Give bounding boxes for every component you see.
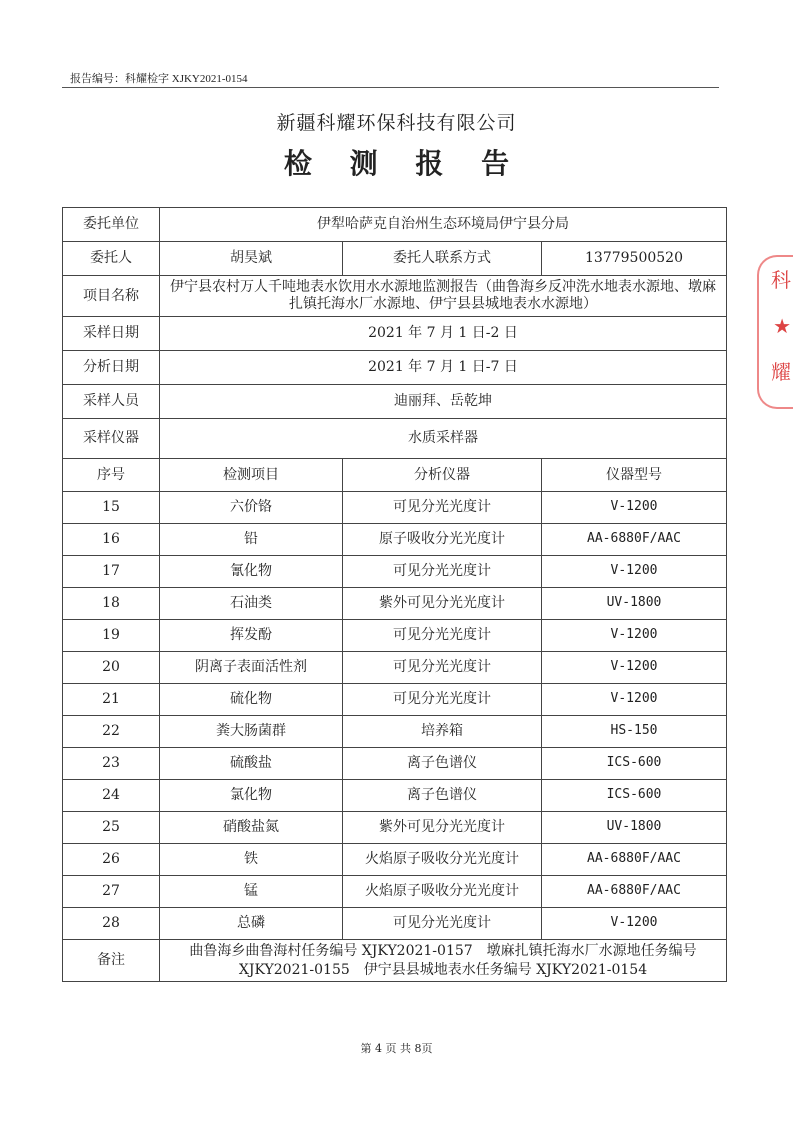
table-row (63, 556, 727, 588)
client-label: 委托单位 (63, 208, 160, 242)
table-row (63, 588, 727, 620)
col-header-item: 检测项目 (160, 459, 343, 492)
cell-no: 17 (63, 556, 160, 588)
sampler-value: 迪丽拜、岳乾坤 (160, 385, 727, 419)
cell-instrument: 离子色谱仪 (343, 748, 542, 780)
company-name: 新疆科耀环保科技有限公司 (276, 112, 517, 134)
sampling-date-label: 采样日期 (63, 317, 160, 351)
cell-no: 20 (63, 652, 160, 684)
table-row (63, 716, 727, 748)
cell-no: 26 (63, 844, 160, 876)
cell-no: 21 (63, 684, 160, 716)
cell-no: 15 (63, 492, 160, 524)
row-sampling-instrument (63, 419, 727, 459)
cell-item: 石油类 (160, 588, 343, 620)
table-row (63, 908, 727, 940)
table-row (63, 748, 727, 780)
person-label: 委托人 (63, 242, 160, 276)
cell-item: 硫酸盐 (160, 748, 343, 780)
report-number: 报告编号：科耀检字 XJKY2021-0154 (70, 73, 248, 85)
cell-instrument: 培养箱 (343, 716, 542, 748)
project-value: 伊宁县农村万人千吨地表水饮用水水源地监测报告（曲鲁海乡反冲洗水地表水源地、墩麻扎镇托海水厂水源地、伊宁县县城地表水水源地） (160, 276, 727, 317)
cell-no: 25 (63, 812, 160, 844)
table-row (63, 524, 727, 556)
cell-no: 22 (63, 716, 160, 748)
row-person (63, 242, 727, 276)
cell-no: 28 (63, 908, 160, 940)
cell-item: 六价铬 (160, 492, 343, 524)
cell-model: V-1200 (542, 684, 727, 716)
cell-model: ICS-600 (542, 780, 727, 812)
contact-label: 委托人联系方式 (343, 242, 542, 276)
cell-item: 铅 (160, 524, 343, 556)
cell-item: 氯化物 (160, 780, 343, 812)
cell-item: 铁 (160, 844, 343, 876)
cell-instrument: 离子色谱仪 (343, 780, 542, 812)
table-row (63, 876, 727, 908)
row-project (63, 276, 727, 317)
cell-item: 硫化物 (160, 684, 343, 716)
cell-instrument: 可见分光光度计 (343, 684, 542, 716)
col-header-no: 序号 (63, 459, 160, 492)
cell-model: ICS-600 (542, 748, 727, 780)
cell-no: 23 (63, 748, 160, 780)
contact-value: 13779500520 (542, 242, 727, 276)
cell-model: AA-6880F/AAC (542, 876, 727, 908)
cell-item: 硝酸盐氮 (160, 812, 343, 844)
cell-model: AA-6880F/AAC (542, 524, 727, 556)
cell-instrument: 可见分光光度计 (343, 556, 542, 588)
sampling-instrument-label: 采样仪器 (63, 419, 160, 459)
cell-instrument: 可见分光光度计 (343, 492, 542, 524)
analysis-date-value: 2021 年 7 月 1 日-7 日 (160, 351, 727, 385)
cell-no: 16 (63, 524, 160, 556)
col-header-model: 仪器型号 (542, 459, 727, 492)
notes-value: 曲鲁海乡曲鲁海村任务编号 XJKY2021-0157 墩麻扎镇托海水厂水源地任务编号 XJKY2021-0155 伊宁县县城地表水任务编号 XJKY2021-0154 (160, 940, 727, 982)
cell-item: 总磷 (160, 908, 343, 940)
row-analysis-date (63, 351, 727, 385)
cell-item: 锰 (160, 876, 343, 908)
table-row (63, 652, 727, 684)
sampling-date-value: 2021 年 7 月 1 日-2 日 (160, 317, 727, 351)
cell-instrument: 火焰原子吸收分光光度计 (343, 876, 542, 908)
table-row (63, 780, 727, 812)
seal-stamp (757, 255, 793, 409)
table-row (63, 492, 727, 524)
table-row (63, 620, 727, 652)
stamp-star-icon: ★ (773, 314, 791, 338)
project-label: 项目名称 (63, 276, 160, 317)
document-title: 检 测 报 告 (283, 147, 524, 180)
cell-model: V-1200 (542, 652, 727, 684)
row-client (63, 208, 727, 242)
page-footer: 第 4 页 共 8页 (360, 1042, 433, 1055)
cell-no: 27 (63, 876, 160, 908)
notes-label: 备注 (63, 940, 160, 982)
cell-instrument: 紫外可见分光光度计 (343, 812, 542, 844)
column-header-row (63, 459, 727, 492)
sampling-instrument-value: 水质采样器 (160, 419, 727, 459)
cell-model: AA-6880F/AAC (542, 844, 727, 876)
cell-instrument: 火焰原子吸收分光光度计 (343, 844, 542, 876)
cell-instrument: 原子吸收分光光度计 (343, 524, 542, 556)
cell-item: 阴离子表面活性剂 (160, 652, 343, 684)
cell-instrument: 紫外可见分光光度计 (343, 588, 542, 620)
cell-model: UV-1800 (542, 588, 727, 620)
row-notes (63, 940, 727, 982)
person-value: 胡昊斌 (160, 242, 343, 276)
table-row (63, 844, 727, 876)
cell-no: 19 (63, 620, 160, 652)
sampler-label: 采样人员 (63, 385, 160, 419)
col-header-instrument: 分析仪器 (343, 459, 542, 492)
cell-instrument: 可见分光光度计 (343, 652, 542, 684)
row-sampling-date (63, 317, 727, 351)
cell-model: V-1200 (542, 908, 727, 940)
cell-model: V-1200 (542, 492, 727, 524)
cell-model: V-1200 (542, 556, 727, 588)
cell-item: 氰化物 (160, 556, 343, 588)
cell-model: HS-150 (542, 716, 727, 748)
row-sampler (63, 385, 727, 419)
table-row (63, 684, 727, 716)
cell-model: V-1200 (542, 620, 727, 652)
stamp-char: 科 (771, 268, 791, 292)
header-rule (62, 87, 719, 88)
client-value: 伊犁哈萨克自治州生态环境局伊宁县分局 (160, 208, 727, 242)
cell-item: 挥发酚 (160, 620, 343, 652)
report-table (62, 207, 727, 982)
cell-instrument: 可见分光光度计 (343, 620, 542, 652)
cell-model: UV-1800 (542, 812, 727, 844)
cell-no: 24 (63, 780, 160, 812)
cell-item: 粪大肠菌群 (160, 716, 343, 748)
table-row (63, 812, 727, 844)
cell-no: 18 (63, 588, 160, 620)
cell-instrument: 可见分光光度计 (343, 908, 542, 940)
analysis-date-label: 分析日期 (63, 351, 160, 385)
stamp-char: 耀 (771, 360, 791, 384)
